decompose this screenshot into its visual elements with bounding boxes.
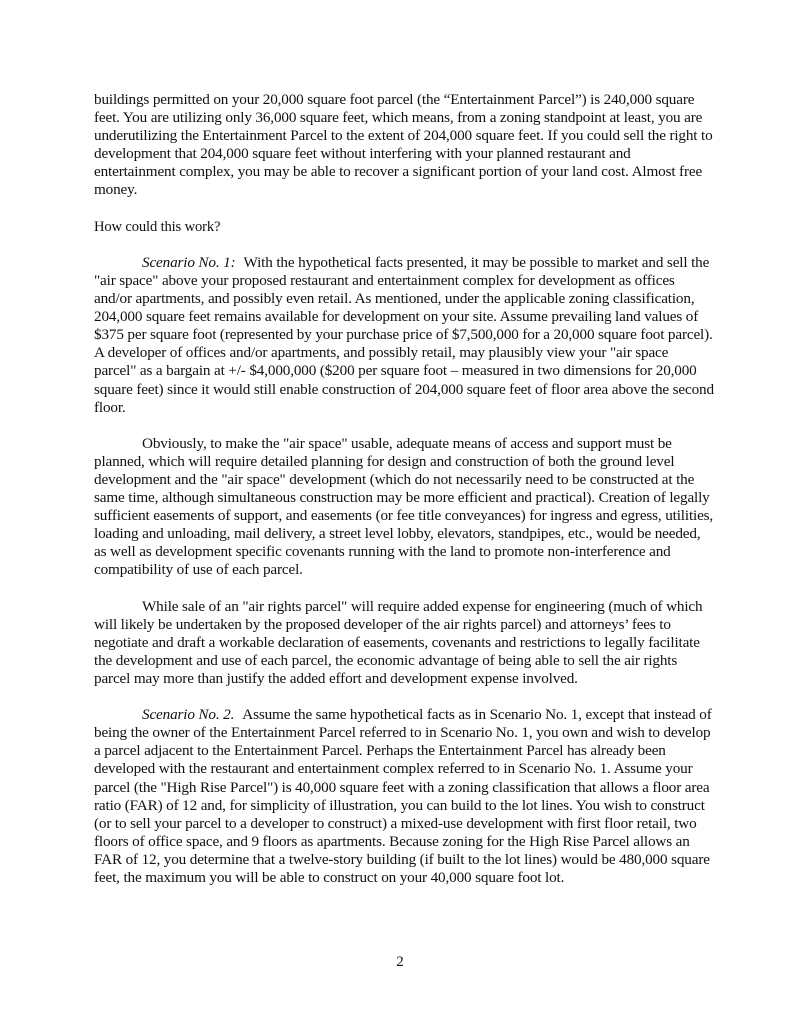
scenario-2-label: Scenario No. 2.: [142, 706, 235, 724]
paragraph-entertainment-parcel: buildings permitted on your 20,000 square foot parcel (the “Entertainment Parcel”) is 240,000 square feet. You are utilizing only 36,000 square feet, which means, from a zoning standpoint at least, you are underutilizing the Entertainment Parcel to the extent of 204,000 square feet. If you could sell the right to development that 204,000 square feet without interfering with your planned restaurant and entertainment complex, you may be able to recover a significant portion of your land cost. Almost free money.: [94, 91, 713, 199]
paragraph-scenario-2: [94, 706, 714, 887]
scenario-1-label: Scenario No. 1:: [142, 253, 236, 271]
scenario-2-text: Assume the same hypothetical facts as in Scenario No. 1, except that instead of being the owner of the Entertainment Parcel referred to in Scenario No. 1, you own and wish to develop a parcel adjacent to the Entertainment Parcel. Perhaps the Entertainment Parcel has already been developed with the restaurant and entertainment complex referred to in Scenario No. 1. Assume your parcel (the "High Rise Parcel") is 40,000 square feet with a zoning classification that allows a floor area ratio (FAR) of 12 and, for simplicity of illustration, you can build to the lot lines. You wish to construct (or to sell your parcel to a developer to construct) a mixed-use development with first floor retail, two floors of office space, and 9 floors as apartments. Because zoning for the High Rise Parcel allows an FAR of 12, you determine that a twelve-story building (if built to the lot lines) would be 480,000 square feet, the maximum you will be able to construct on your 40,000 square foot lot.: [94, 706, 712, 887]
paragraph-scenario-1: [94, 254, 714, 417]
question-heading: How could this work?: [94, 218, 221, 235]
scenario-1-text: With the hypothetical facts presented, it may be possible to market and sell the "air space" above your proposed restaurant and entertainment complex for development as offices and/or apartments, and possibly even retail. As mentioned, under the applicable zoning classification, 204,000 square feet remains available for development on your site. Assume prevailing land values of $375 per square foot (represented by your purchase price of $7,500,000 for a 20,000 square foot parcel). A developer of offices and/or apartments, and possibly retail, may plausibly view your "air space parcel" as a bargain at +/- $4,000,000 ($200 per square foot – measured in two dimensions for 20,000 square feet) since it would still enable construction of 204,000 square feet of floor area above the second floor.: [94, 253, 714, 416]
paragraph-air-rights-expense: While sale of an "air rights parcel" will require added expense for engineering (much of which will likely be undertaken by the proposed developer of the air rights parcel) and attorneys’ fees to negotiate and draft a workable declaration of easements, covenants and restrictions to legally facilitate the development and use of each parcel, the economic advantage of being able to sell the air rights parcel may more than justify the added effort and development expense involved.: [94, 597, 703, 687]
paragraph-access-and-support: Obviously, to make the "air space" usable, adequate means of access and support must be planned, which will require detailed planning for design and construction of both the ground level development and the "air space" development (which do not necessarily need to be constructed at the same time, although simultaneous construction may be more efficient and practical). Creation of legally sufficient easements of support, and easements (or fee title conveyances) for ingress and egress, utilities, loading and unloading, mail delivery, a street level lobby, elevators, standpipes, etc., would be needed, as well as development specific covenants running with the land to promote non-interference and compatibility of use of each parcel.: [94, 434, 714, 579]
page-number: 2: [396, 954, 404, 970]
document-body: [94, 91, 714, 905]
